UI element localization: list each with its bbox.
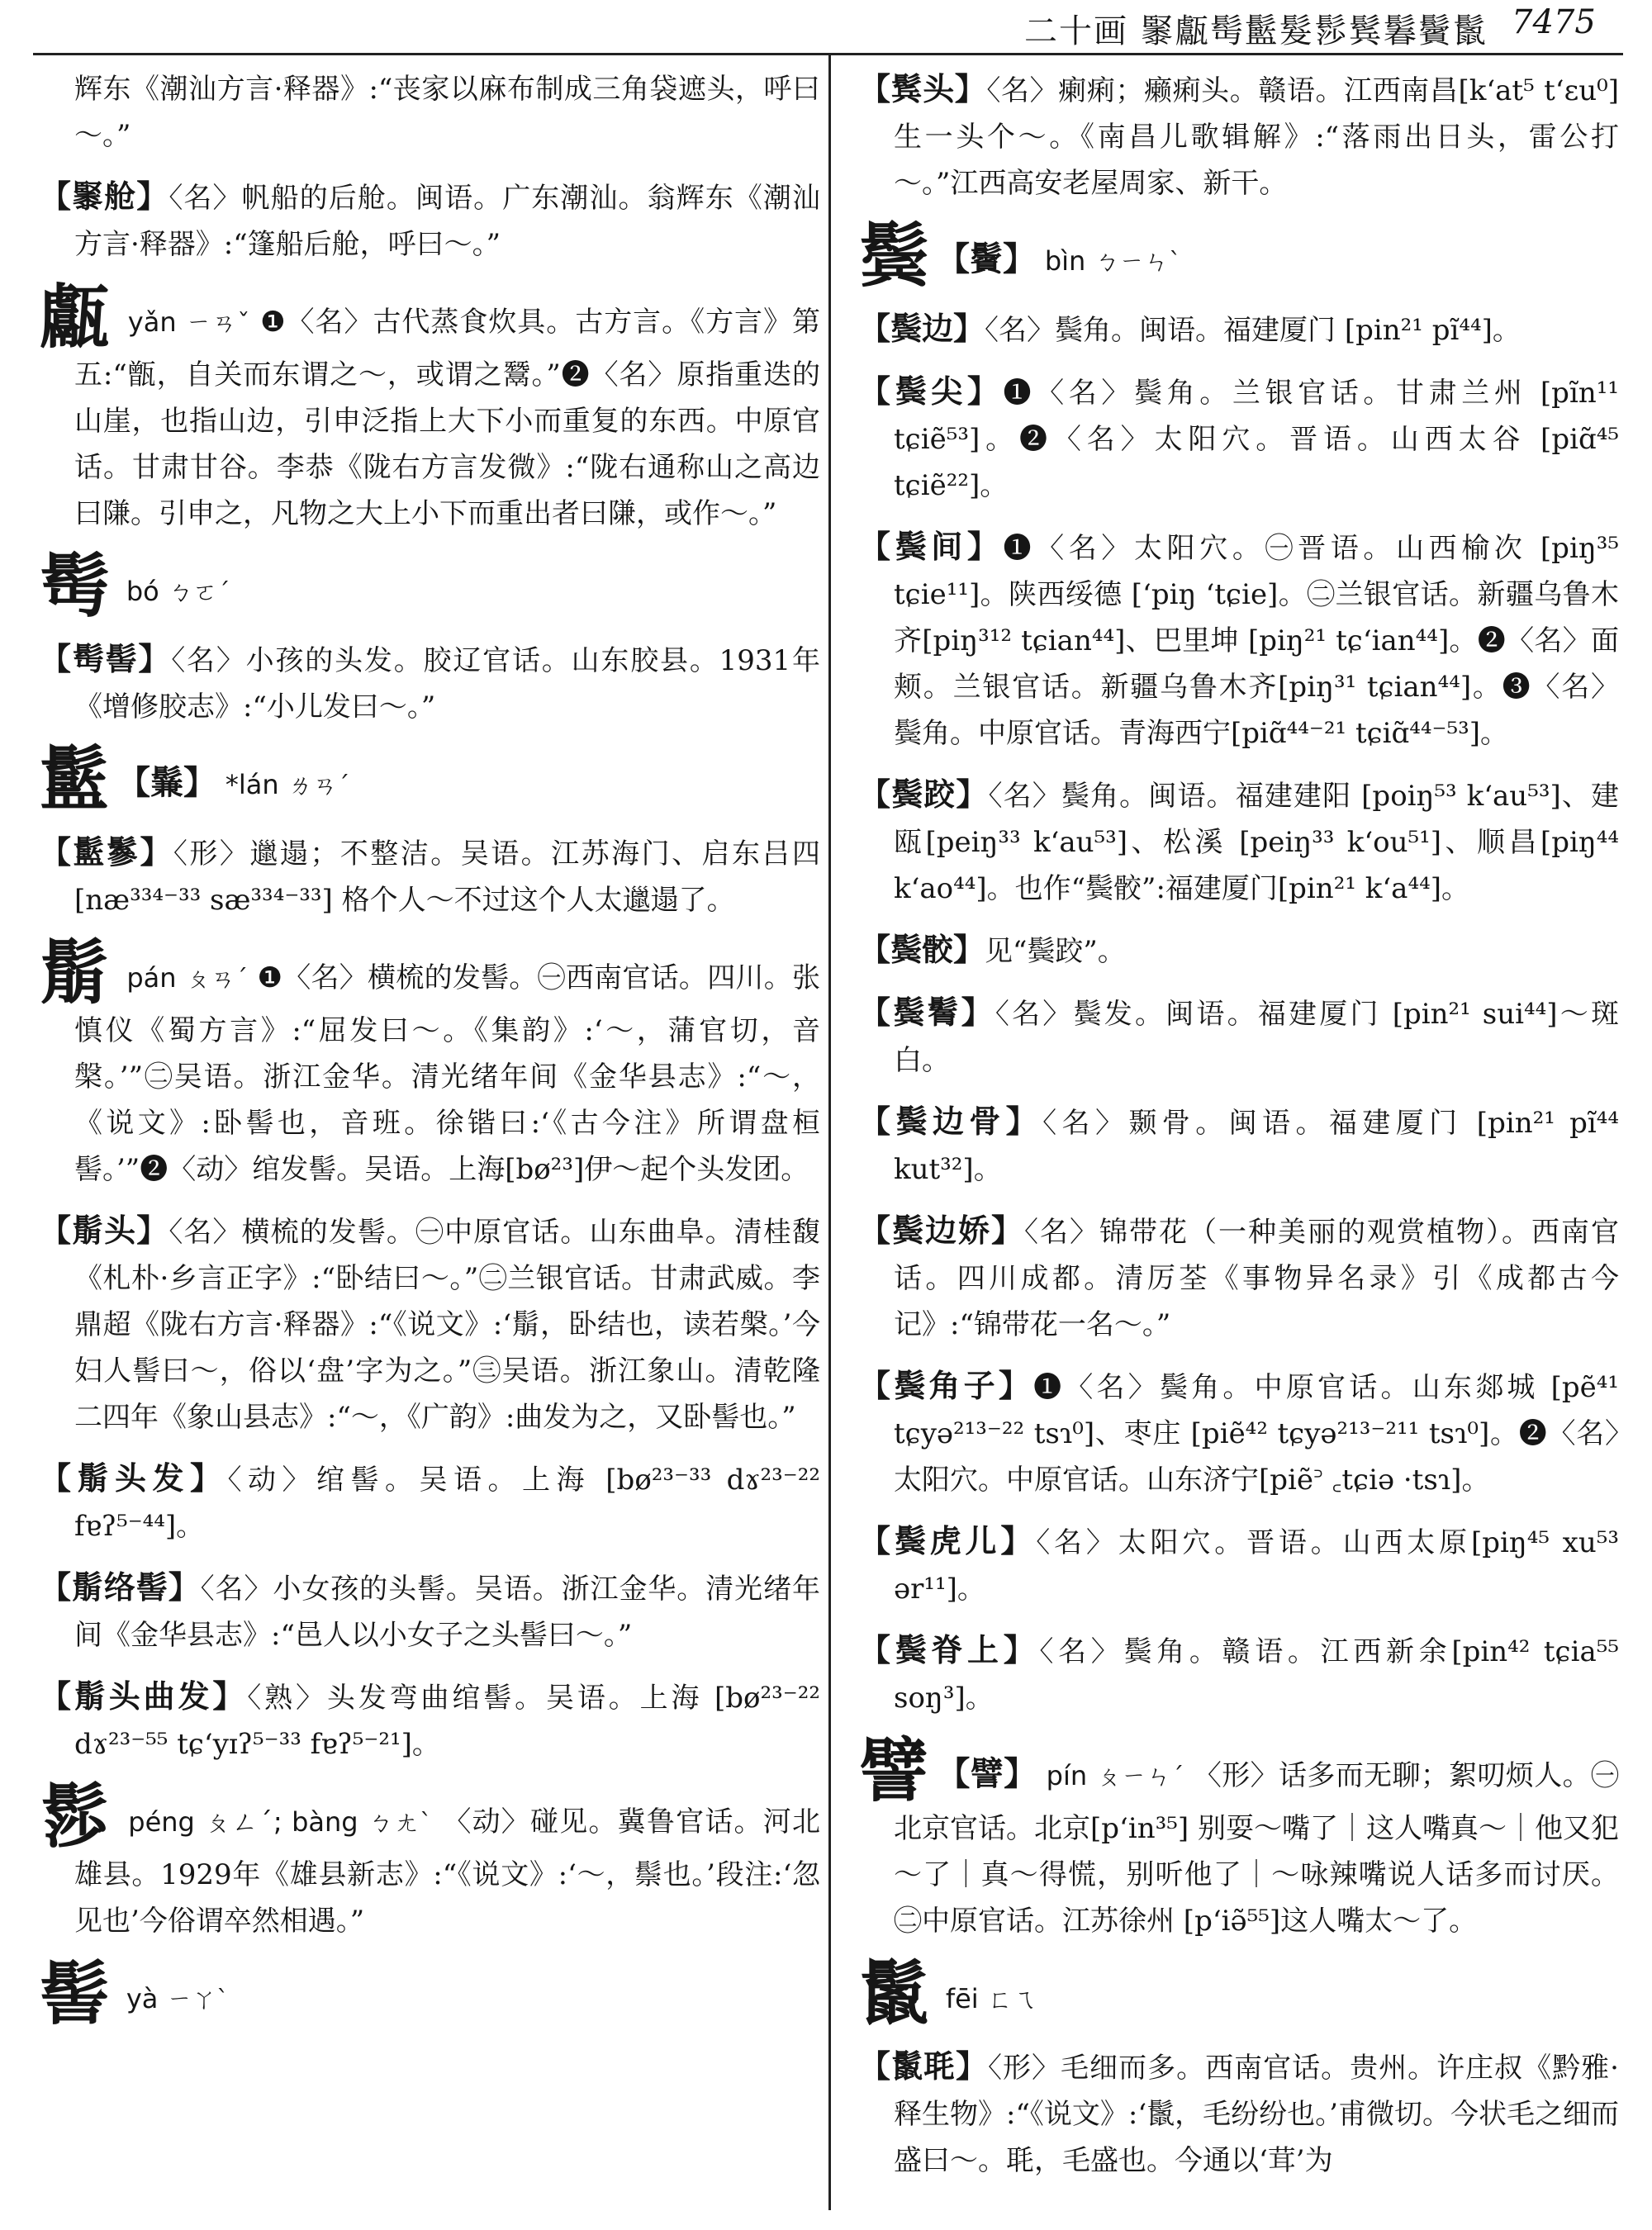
head-character: 髻 — [40, 1952, 110, 2034]
zhuyin-reading: ㄈㄟ — [987, 1986, 1037, 2014]
definition-text: 〈形〉邋遢；不整洁。吴语。江苏海门、启东吕四 [næ³³⁴⁻³³ sæ³³⁴⁻³³] 格个人～不过这个人太邋遢了。 — [74, 837, 820, 917]
head-entry — [40, 545, 820, 627]
continued-text — [40, 66, 820, 159]
definition-text: ❶〈名〉鬓角。中原官话。山东郯城 [pẽ⁴¹ tɕyə²¹³⁻²² tsɿ⁰]、枣庄 [piẽ⁴² tɕyə²¹³⁻²¹¹ tsɿ⁰]。❷〈名〉太阳穴。中原官话。山东济宁[piẽ꜄ ꜀tɕiə ·tsɿ]。 — [894, 1371, 1619, 1497]
pinyin-reading: yà — [126, 1983, 159, 2014]
variant-form: 【鬢】 — [937, 240, 1037, 278]
pinyin-reading: péng ㄆㄥˊ; bàng — [128, 1806, 358, 1838]
sub-entry — [859, 1098, 1619, 1193]
sub-entry — [40, 1455, 820, 1549]
zhuyin-reading: ㄆㄧㄣˊ — [1096, 1763, 1184, 1791]
definition-text: 〈熟〉头发弯曲绾髻。吴语。上海 [bø²³⁻²² dɤ²³⁻⁵⁵ tɕʻyɪʔ⁵⁻³³ fɐʔ⁵⁻²¹]。 — [74, 1682, 820, 1761]
definition-text: 〈名〉小女孩的头髻。吴语。浙江金华。清光绪年间《金华县志》:“邑人以小女子之头髻曰～。” — [74, 1573, 820, 1652]
sub-entry — [859, 1627, 1619, 1721]
sub-headword: 【鬓边骨】 — [859, 1103, 1043, 1140]
sub-entry — [40, 829, 820, 923]
head-entry — [859, 1729, 1619, 1944]
head-character: 甗 — [40, 276, 110, 358]
sub-headword: 【鬓跤】 — [859, 776, 989, 813]
definition-text: 〈名〉鬓发。闽语。福建厦门 [pin²¹ sui⁴⁴]～斑白。 — [894, 998, 1619, 1077]
sub-entry — [40, 1208, 820, 1440]
head-entry — [859, 215, 1619, 297]
sub-headword: 【鬅头】 — [40, 1212, 169, 1249]
page-number: 7475 — [1512, 3, 1596, 41]
sub-headword: 【髩髻】 — [40, 640, 172, 677]
right-column — [859, 66, 1619, 2199]
pinyin-reading: bó — [126, 576, 159, 607]
definition-text: 〈名〉横梳的发髻。㊀中原官话。山东曲阜。清桂馥《札朴·乡言正字》:“卧结曰～。”㊁兰银官话。甘肃武威。李鼎超《陇右方言·释器》:“《说文》:‘鬅，卧结也，读若槃。’今妇人髻曰～，俗以‘盘’字为之。”㊂吴语。浙江象山。清乾隆二四年《象山县志》:“～，《广韵》:曲发为之，又卧髻也。” — [74, 1216, 820, 1434]
head-character: 髿 — [40, 1776, 111, 1858]
sub-entry — [859, 66, 1619, 206]
pinyin-reading: fēi — [945, 1983, 979, 2014]
definition-text: 〈名〉瘌痢；癞痢头。赣语。江西南昌[kʻat⁵ tʻɛu⁰] 生一头个～。《南昌儿歌辑解》:“落雨出日头，雷公打～。”江西高安老屋周家、新干。 — [894, 74, 1619, 200]
definition-text: ❶〈名〉鬓角。兰银官话。甘肃兰州 [pĩn¹¹ tɕiẽ⁵³]。❷〈名〉太阳穴。晋语。山西太谷 [piɑ̃⁴⁵ tɕiẽ²²]。 — [894, 377, 1619, 502]
variant-form: 【鬑】 — [117, 763, 217, 802]
definition-text: 〈形〉毛细而多。西南官话。贵州。许庄叔《黔雅·释生物》:“《说文》:‘鬛，毛纷纷也。’甫微切。今状毛之细而盛曰～。毦，毛盛也。今通以‘茸’为 — [894, 2052, 1619, 2177]
head-entry — [40, 932, 820, 1193]
sub-entry — [859, 524, 1619, 757]
left-column — [40, 66, 820, 2043]
pinyin-reading: bìn — [1044, 245, 1086, 277]
sub-entry — [859, 368, 1619, 509]
zhuyin-reading: ㄧㄚˋ — [167, 1986, 230, 2014]
sub-headword: 【䵖舱】 — [40, 178, 169, 215]
head-entry — [859, 1952, 1619, 2034]
head-character: 䰐 — [40, 738, 110, 820]
pinyin-reading: *lán — [225, 769, 279, 800]
head-entry — [40, 738, 820, 820]
sub-headword: 【鬓尖】 — [859, 372, 1004, 410]
sub-headword: 【鬓间】 — [859, 528, 1004, 565]
sub-headword: 【鬓虎儿】 — [859, 1522, 1037, 1559]
definition-text: 〈名〉小孩的头发。胶辽官话。山东胶县。1931年《增修胶志》:“小儿发曰～。” — [74, 644, 820, 724]
sub-entry — [40, 1673, 820, 1767]
definition-text: 〈名〉鬓角。闽语。福建建阳 [poiŋ⁵³ kʻau⁵³]、建瓯[peiŋ³³ kʻau⁵³]、松溪 [peiŋ³³ kʻou⁵¹]、顺昌[piŋ⁴⁴ kʻao⁴⁴]。也作“鬓骹”:福建厦门[pin²¹ kʻa⁴⁴]。 — [894, 780, 1619, 905]
definition-text: 〈动〉绾髻。吴语。上海 [bø²³⁻³³ dɤ²³⁻²² fɐʔ⁵⁻⁴⁴]。 — [74, 1464, 820, 1543]
sub-entry — [859, 989, 1619, 1084]
sub-entry — [40, 173, 820, 268]
sub-headword: 【鬓骹】 — [859, 931, 985, 968]
sub-headword: 【鬓鬌】 — [859, 994, 995, 1031]
head-character: 鬛 — [859, 1952, 929, 2034]
sub-headword: 【鬅头曲发】 — [40, 1677, 248, 1715]
head-character: 鬅 — [40, 932, 110, 1013]
head-entry — [40, 1952, 820, 2034]
definition-text: 〈名〉锦带花（一种美丽的观赏植物）。西南官话。四川成都。清厉荃《事物异名录》引《成都古今记》:“锦带花一名～。” — [894, 1216, 1619, 1341]
sub-headword: 【鬓边】 — [859, 310, 985, 347]
zhuyin-reading: ㄅㄤˋ — [368, 1809, 434, 1838]
zhuyin-reading: ㄧㄢˇ — [186, 309, 251, 338]
zhuyin-reading: ㄅㄛˊ — [168, 578, 230, 607]
sub-entry — [859, 1363, 1619, 1503]
pinyin-reading: pán — [126, 962, 177, 994]
section-heading: 二十画 䵖甗髩䰐髮髿鬂鬊鬢鬛 — [1024, 12, 1488, 50]
definition-text: 辉东《潮汕方言·释器》:“丧家以麻布制成三角袋遮头，呼曰～。” — [74, 73, 820, 152]
sub-entry — [859, 1208, 1619, 1348]
sub-headword: 【鬅络髻】 — [40, 1568, 201, 1606]
sub-headword: 【鬛毦】 — [859, 2047, 989, 2085]
head-character: 譬 — [859, 1729, 929, 1811]
definition-text: 〈名〉帆船的后舱。闽语。广东潮汕。翁辉东《潮汕方言·释器》:“篷船后舱，呼曰～。” — [74, 182, 820, 261]
definition-text: 见“鬓跤”。 — [985, 935, 1126, 968]
definition-text: 〈名〉颞骨。闽语。福建厦门 [pin²¹ pĩ⁴⁴ kut³²]。 — [894, 1107, 1619, 1186]
sub-headword: 【鬂头】 — [859, 70, 987, 107]
zhuyin-reading: ㄆㄢˊ — [185, 965, 249, 994]
sub-entry — [859, 2043, 1619, 2184]
zhuyin-reading: ㄌㄢˊ — [287, 771, 350, 800]
definition-text: ❶〈名〉古代蒸食炊具。古方言。《方言》第五:“甑，自关而东谓之～，或谓之鬵。”❷〈名〉原指重迭的山崖，也指山边，引申泛指上大下小而重复的东西。中原官话。甘肃甘谷。李恭《陇右方言发微》:“陇右通称山之高边曰隒。引申之，凡物之大上小下而重出者曰隒，或作～。” — [74, 306, 820, 530]
definition-text: 〈名〉太阳穴。晋语。山西太原[piŋ⁴⁵ xu⁵³ ər¹¹]。 — [894, 1526, 1619, 1606]
head-entry — [40, 1776, 820, 1944]
sub-headword: 【鬓脊上】 — [859, 1631, 1040, 1668]
column-divider — [828, 55, 831, 2210]
sub-entry — [40, 636, 820, 730]
definition-text: 〈名〉鬓角。赣语。江西新余[pin⁴² tɕia⁵⁵ soŋ³]。 — [894, 1635, 1619, 1715]
sub-entry — [859, 1518, 1619, 1612]
head-character: 鬓 — [859, 215, 929, 297]
sub-entry — [859, 927, 1619, 975]
pinyin-reading: pín — [1046, 1760, 1088, 1791]
zhuyin-reading: ㄅㄧㄣˋ — [1094, 248, 1182, 277]
definition-text: 〈动〉碰见。冀鲁官话。河北雄县。1929年《雄县新志》:“《说文》:‘～，鬃也。’段注:‘忽见也’今俗谓卒然相遇。” — [74, 1805, 820, 1938]
pinyin-reading: yǎn — [127, 306, 177, 338]
variant-form: 【譬】 — [937, 1754, 1037, 1793]
sub-headword: 【鬓角子】 — [859, 1367, 1034, 1404]
head-character: 髩 — [40, 545, 110, 627]
definition-text: ❶〈名〉太阳穴。㊀晋语。山西榆次 [piŋ³⁵ tɕie¹¹]。陕西绥德 [ʻpiŋ ʻtɕie]。㊁兰银官话。新疆乌鲁木齐[piŋ³¹² tɕian⁴⁴]、巴里坤 [piŋ²¹ tɕʻian⁴⁴]。❷〈名〉面颊。兰银官话。新疆乌鲁木齐[piŋ³¹ tɕian⁴⁴]。❸〈名〉鬓角。中原官话。青海西宁[piɑ̃⁴⁴⁻²¹ tɕiɑ̃⁴⁴⁻⁵³]。 — [894, 532, 1619, 750]
definition-text: 〈形〉话多而无聊；絮叨烦人。㊀北京官话。北京[pʻin³⁵] 别耍～嘴了｜这人嘴真～｜他又犯～了｜真～得慌，别听他了｜～咏辣嘴说人话多而讨厌。㊁中原官话。江苏徐州 [pʻiə̃⁵⁵]这人嘴太～了。 — [894, 1759, 1619, 1938]
sub-entry — [859, 306, 1619, 353]
sub-headword: 【鬅头发】 — [40, 1459, 228, 1497]
head-entry — [40, 276, 820, 537]
sub-entry — [40, 1564, 820, 1658]
definition-text: ❶〈名〉横梳的发髻。㊀西南官话。四川。张慎仪《蜀方言》:“屈发曰～。《集韵》:‘～，蒲官切，音槃。’”㊁吴语。浙江金华。清光绪年间《金华县志》:“～，《说文》:卧髻也，音班。徐锴曰:‘《古今注》所谓盘桓髻。’”❷〈动〉绾发髻。吴语。上海[bø²³]伊～起个头发团。 — [74, 961, 820, 1186]
sub-headword: 【鬓边娇】 — [859, 1212, 1024, 1249]
definition-text: 〈名〉鬓角。闽语。福建厦门 [pin²¹ pĩ⁴⁴]。 — [985, 314, 1521, 347]
page-header — [0, 0, 1652, 58]
sub-entry — [859, 771, 1619, 912]
sub-headword: 【䰐鬖】 — [40, 833, 173, 871]
